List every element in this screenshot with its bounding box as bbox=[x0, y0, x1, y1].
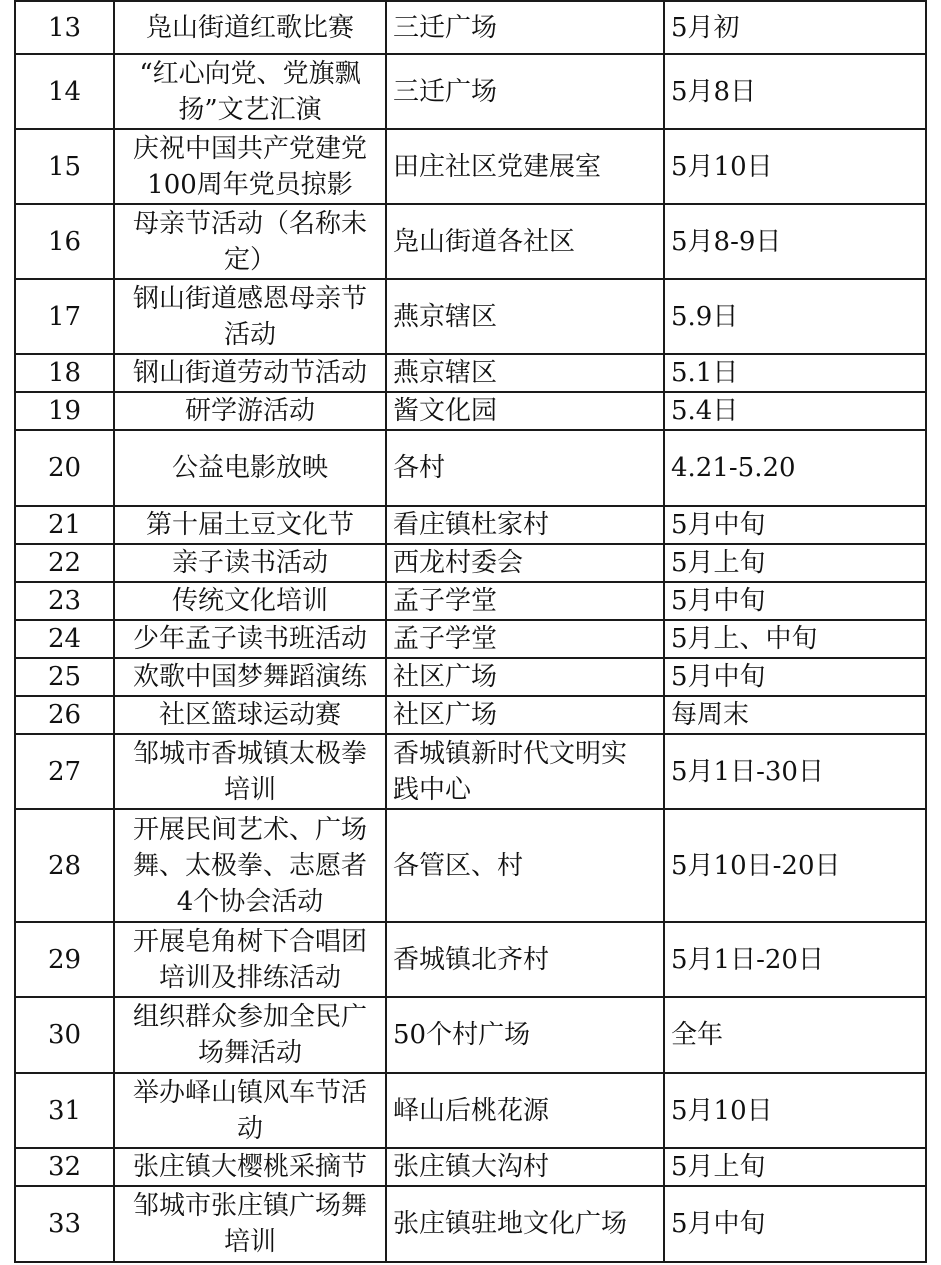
activity-location: 酱文化园 bbox=[386, 392, 664, 430]
activity-date: 5月初 bbox=[664, 1, 926, 54]
activity-date: 5月中旬 bbox=[664, 582, 926, 620]
activity-name: 亲子读书活动 bbox=[114, 544, 386, 582]
table-row bbox=[15, 734, 926, 809]
activity-name: 邹城市香城镇太极拳 培训 bbox=[114, 734, 386, 809]
row-number: 27 bbox=[15, 734, 114, 809]
activity-name: 组织群众参加全民广 场舞活动 bbox=[114, 997, 386, 1073]
row-number: 32 bbox=[15, 1148, 114, 1186]
activity-date: 5.9日 bbox=[664, 279, 926, 354]
table-row bbox=[15, 658, 926, 696]
table-row bbox=[15, 204, 926, 279]
activity-location: 西龙村委会 bbox=[386, 544, 664, 582]
activity-date: 5月1日-30日 bbox=[664, 734, 926, 809]
table-row bbox=[15, 430, 926, 506]
row-number: 19 bbox=[15, 392, 114, 430]
activity-location: 燕京辖区 bbox=[386, 354, 664, 392]
activity-location: 峄山后桃花源 bbox=[386, 1073, 664, 1148]
activity-location: 张庄镇大沟村 bbox=[386, 1148, 664, 1186]
row-number: 14 bbox=[15, 54, 114, 129]
table-row bbox=[15, 279, 926, 354]
activity-location: 香城镇新时代文明实 践中心 bbox=[386, 734, 664, 809]
activity-name: 研学游活动 bbox=[114, 392, 386, 430]
activity-name: 凫山街道红歌比赛 bbox=[114, 1, 386, 54]
activity-date: 5月中旬 bbox=[664, 1186, 926, 1262]
table-row bbox=[15, 1, 926, 54]
activity-name: 少年孟子读书班活动 bbox=[114, 620, 386, 658]
activity-location: 各村 bbox=[386, 430, 664, 506]
activity-location: 田庄社区党建展室 bbox=[386, 129, 664, 204]
activity-location: 孟子学堂 bbox=[386, 620, 664, 658]
table-row bbox=[15, 54, 926, 129]
activity-date: 5月上旬 bbox=[664, 1148, 926, 1186]
activity-location: 看庄镇杜家村 bbox=[386, 506, 664, 544]
row-number: 15 bbox=[15, 129, 114, 204]
activity-location: 孟子学堂 bbox=[386, 582, 664, 620]
event-table bbox=[14, 0, 927, 1263]
activity-name: 第十届土豆文化节 bbox=[114, 506, 386, 544]
activity-name: 钢山街道感恩母亲节 活动 bbox=[114, 279, 386, 354]
activity-name: 母亲节活动（名称未 定） bbox=[114, 204, 386, 279]
table-row bbox=[15, 544, 926, 582]
row-number: 29 bbox=[15, 922, 114, 997]
activity-date: 5月1日-20日 bbox=[664, 922, 926, 997]
activity-name: 钢山街道劳动节活动 bbox=[114, 354, 386, 392]
table-row bbox=[15, 1148, 926, 1186]
activity-location: 各管区、村 bbox=[386, 809, 664, 922]
row-number: 16 bbox=[15, 204, 114, 279]
activity-location: 三迁广场 bbox=[386, 1, 664, 54]
row-number: 30 bbox=[15, 997, 114, 1073]
table-row bbox=[15, 1073, 926, 1148]
activity-date: 5.4日 bbox=[664, 392, 926, 430]
activity-date: 5月上旬 bbox=[664, 544, 926, 582]
activity-date: 5月10日 bbox=[664, 129, 926, 204]
activity-date: 5月中旬 bbox=[664, 658, 926, 696]
activity-date: 5月10日-20日 bbox=[664, 809, 926, 922]
table-row bbox=[15, 997, 926, 1073]
row-number: 26 bbox=[15, 696, 114, 734]
activity-date: 全年 bbox=[664, 997, 926, 1073]
table-row bbox=[15, 392, 926, 430]
row-number: 24 bbox=[15, 620, 114, 658]
activity-location: 三迁广场 bbox=[386, 54, 664, 129]
activity-name: 社区篮球运动赛 bbox=[114, 696, 386, 734]
row-number: 23 bbox=[15, 582, 114, 620]
activity-location: 香城镇北齐村 bbox=[386, 922, 664, 997]
activity-name: 庆祝中国共产党建党 100周年党员掠影 bbox=[114, 129, 386, 204]
activity-name: 公益电影放映 bbox=[114, 430, 386, 506]
table-row bbox=[15, 506, 926, 544]
row-number: 18 bbox=[15, 354, 114, 392]
activity-location: 张庄镇驻地文化广场 bbox=[386, 1186, 664, 1262]
row-number: 28 bbox=[15, 809, 114, 922]
activity-date: 4.21-5.20 bbox=[664, 430, 926, 506]
activity-date: 5月中旬 bbox=[664, 506, 926, 544]
activity-location: 50个村广场 bbox=[386, 997, 664, 1073]
table-row bbox=[15, 1186, 926, 1262]
row-number: 33 bbox=[15, 1186, 114, 1262]
activity-location: 社区广场 bbox=[386, 696, 664, 734]
row-number: 20 bbox=[15, 430, 114, 506]
table-row bbox=[15, 129, 926, 204]
activity-date: 每周末 bbox=[664, 696, 926, 734]
table-row bbox=[15, 620, 926, 658]
row-number: 25 bbox=[15, 658, 114, 696]
activity-location: 凫山街道各社区 bbox=[386, 204, 664, 279]
activity-name: 开展皂角树下合唱团 培训及排练活动 bbox=[114, 922, 386, 997]
activity-name: 开展民间艺术、广场 舞、太极拳、志愿者 4个协会活动 bbox=[114, 809, 386, 922]
event-table-body bbox=[15, 1, 926, 1262]
activity-location: 社区广场 bbox=[386, 658, 664, 696]
row-number: 22 bbox=[15, 544, 114, 582]
row-number: 17 bbox=[15, 279, 114, 354]
activity-date: 5.1日 bbox=[664, 354, 926, 392]
activity-name: “红心向党、党旗飘 扬”文艺汇演 bbox=[114, 54, 386, 129]
table-row bbox=[15, 922, 926, 997]
table-row bbox=[15, 696, 926, 734]
table-row bbox=[15, 354, 926, 392]
table-row bbox=[15, 809, 926, 922]
activity-name: 张庄镇大樱桃采摘节 bbox=[114, 1148, 386, 1186]
row-number: 31 bbox=[15, 1073, 114, 1148]
row-number: 13 bbox=[15, 1, 114, 54]
activity-name: 邹城市张庄镇广场舞 培训 bbox=[114, 1186, 386, 1262]
activity-name: 举办峄山镇风车节活 动 bbox=[114, 1073, 386, 1148]
table-row bbox=[15, 582, 926, 620]
row-number: 21 bbox=[15, 506, 114, 544]
activity-date: 5月上、中旬 bbox=[664, 620, 926, 658]
activity-name: 欢歌中国梦舞蹈演练 bbox=[114, 658, 386, 696]
activity-name: 传统文化培训 bbox=[114, 582, 386, 620]
activity-date: 5月8日 bbox=[664, 54, 926, 129]
activity-date: 5月10日 bbox=[664, 1073, 926, 1148]
activity-date: 5月8-9日 bbox=[664, 204, 926, 279]
activity-location: 燕京辖区 bbox=[386, 279, 664, 354]
